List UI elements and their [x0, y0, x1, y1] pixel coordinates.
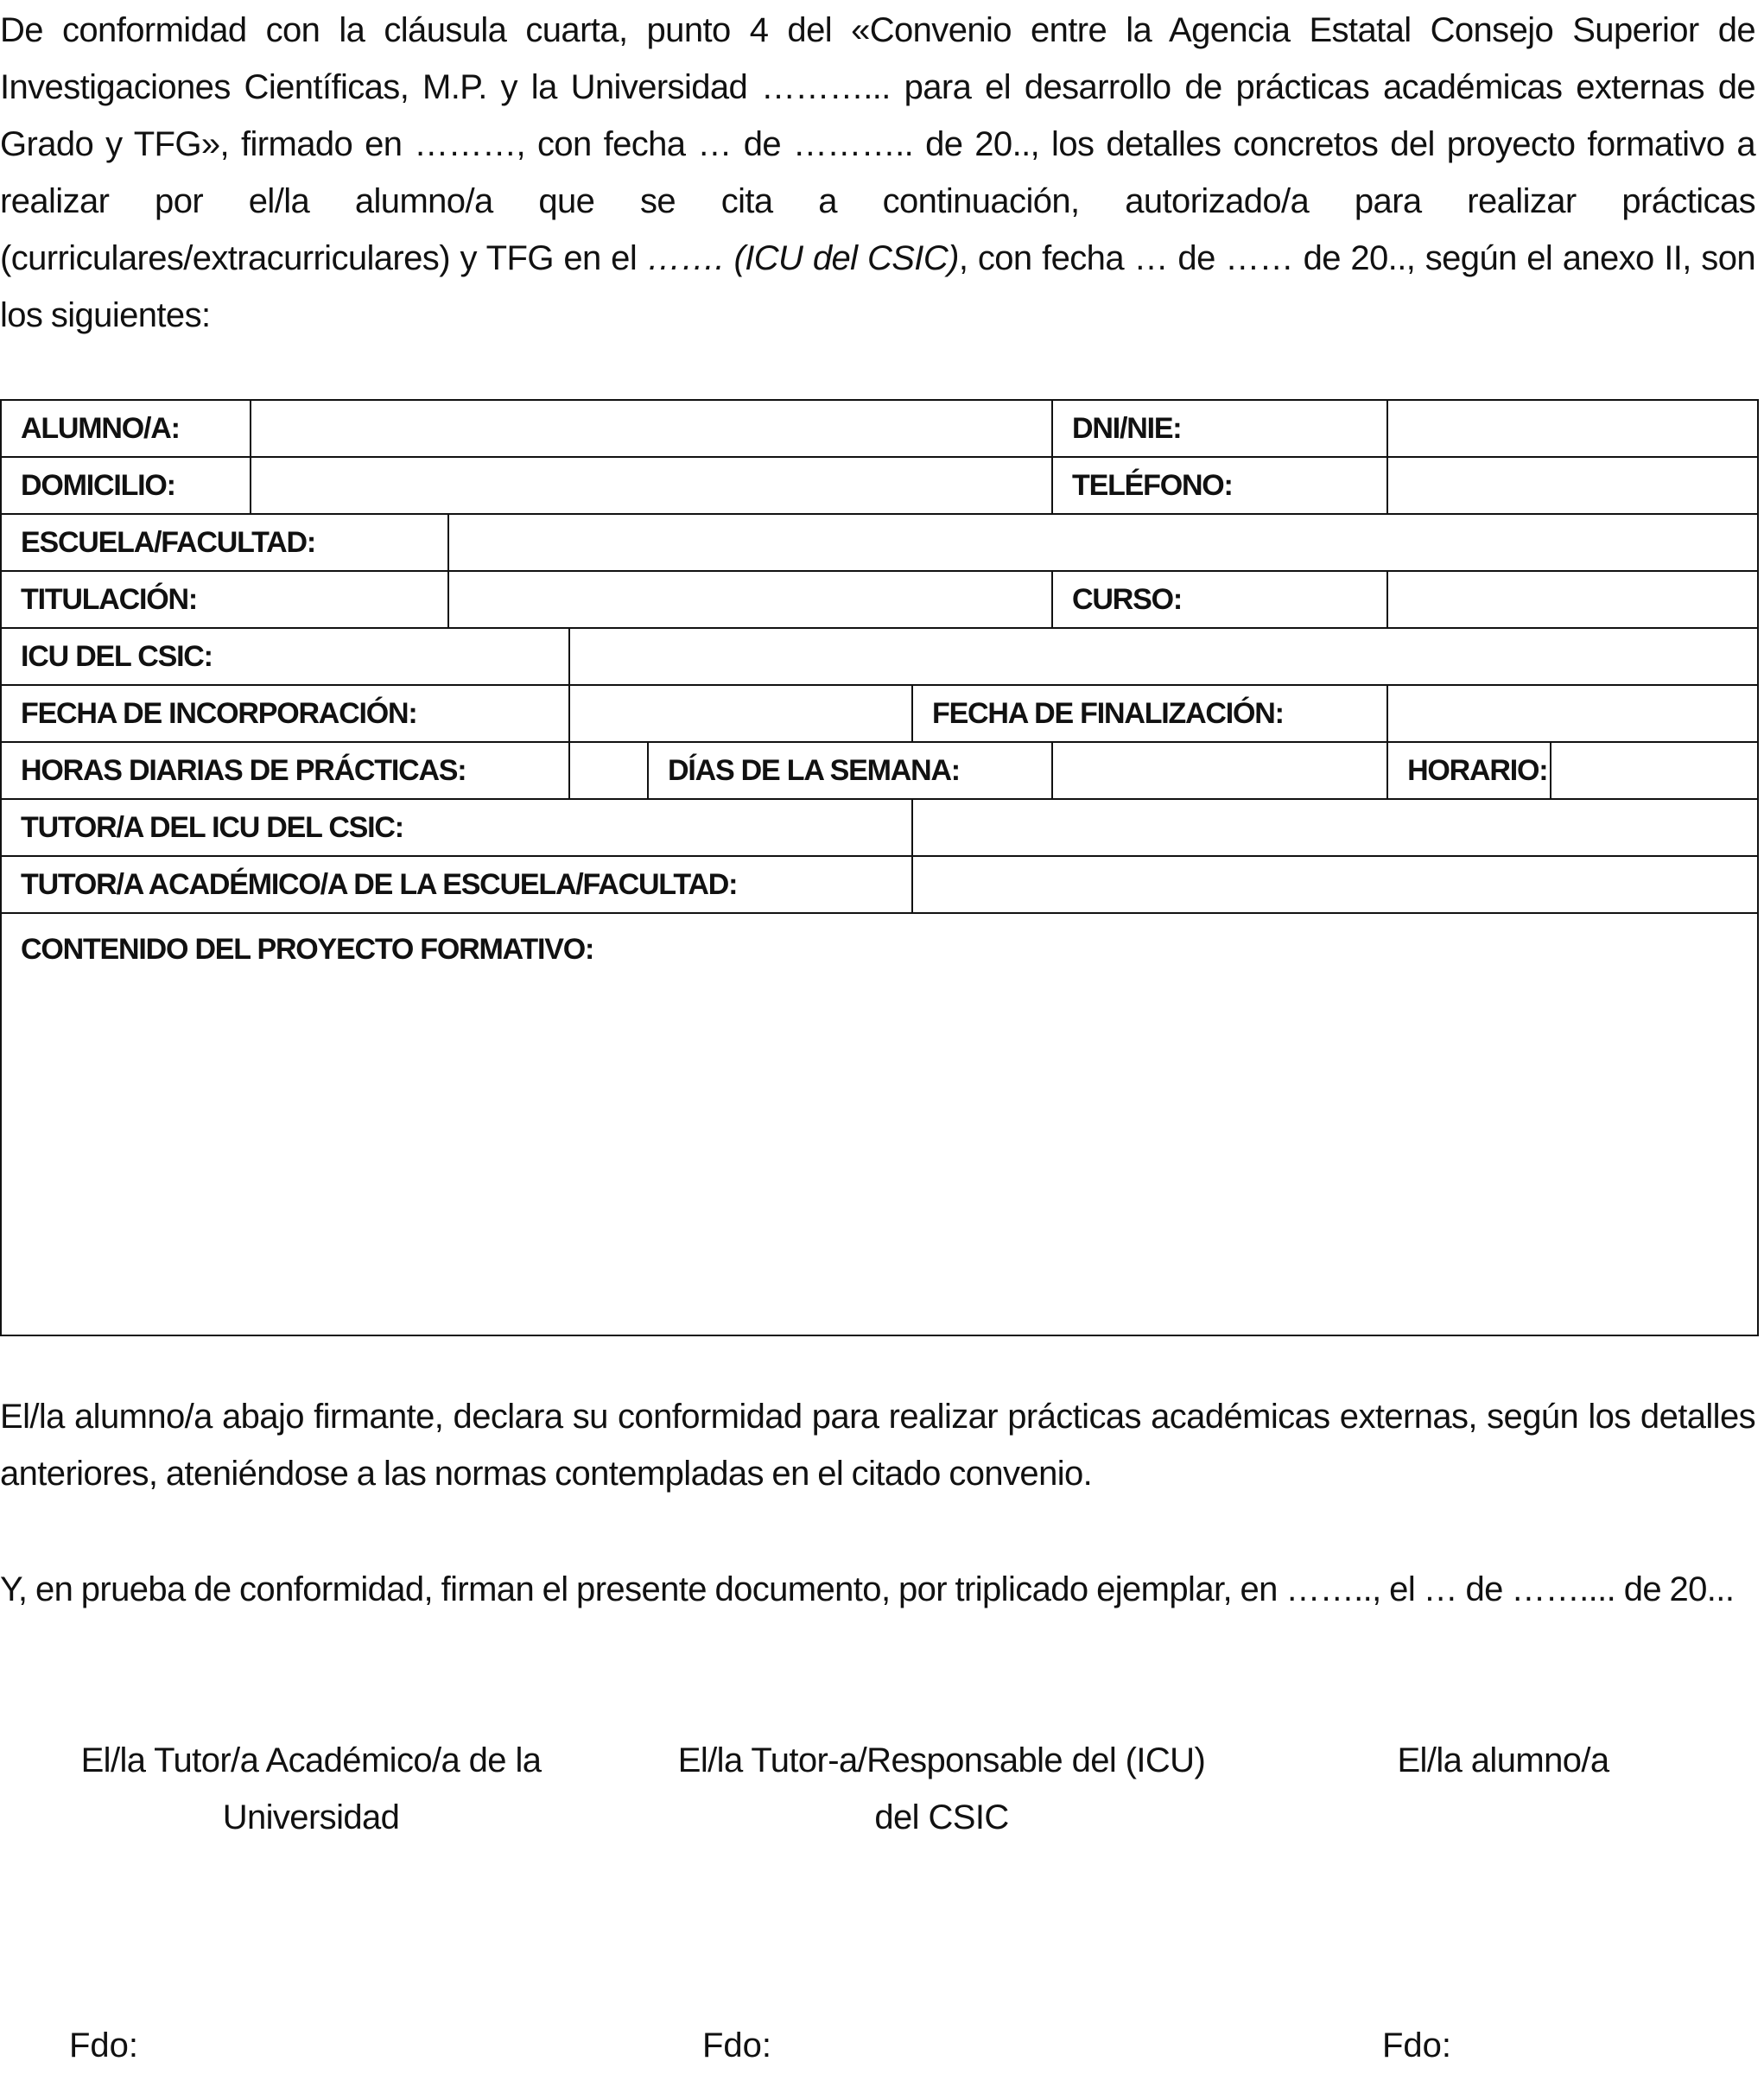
conformity-paragraph: El/la alumno/a abajo firmante, declara su conformidad para realizar prácticas académicas externas, según los detalles anteriores, ateniéndose a las normas contempladas en el citado convenio.: [0, 1398, 1755, 1493]
contenido-proyecto-field[interactable]: [1, 913, 1758, 1335]
horas-label: HORAS DIARIAS DE PRÁCTICAS:: [1, 742, 569, 799]
signature-tutor-csic: [657, 1732, 1227, 1846]
icu-value[interactable]: [569, 628, 1758, 685]
fecha-incorporacion-label: FECHA DE INCORPORACIÓN:: [1, 685, 569, 742]
signature-tutor-academico-line2: Universidad: [222, 1798, 400, 1836]
fdo-alumno: Fdo:: [1382, 2026, 1452, 2064]
titulacion-label: TITULACIÓN:: [1, 571, 448, 628]
intro-paragraph: [0, 2, 1755, 344]
fecha-incorporacion-value[interactable]: [569, 685, 912, 742]
dni-label: DNI/NIE:: [1052, 400, 1387, 457]
titulacion-value[interactable]: [448, 571, 1052, 628]
escuela-label: ESCUELA/FACULTAD:: [1, 514, 448, 571]
curso-label: CURSO:: [1052, 571, 1387, 628]
signature-alumno: [1348, 1732, 1659, 1789]
signature-tutor-csic-line1: El/la Tutor-a/Responsable del (ICU): [677, 1741, 1206, 1779]
dni-value[interactable]: [1387, 400, 1758, 457]
signature-tutor-academico-line1: El/la Tutor/a Académico/a de la: [80, 1741, 542, 1779]
tutor-icu-value[interactable]: [912, 799, 1758, 856]
icu-label: ICU DEL CSIC:: [1, 628, 569, 685]
signature-tutor-csic-line2: del CSIC: [874, 1798, 1009, 1836]
horario-label: HORARIO:: [1387, 742, 1551, 799]
horas-value[interactable]: [569, 742, 648, 799]
curso-value[interactable]: [1387, 571, 1758, 628]
witness-paragraph: Y, en prueba de conformidad, firman el presente documento, por triplicado ejemplar, en …….., el … de …….... de 20...: [0, 1570, 1735, 1608]
signature-alumno-line1: El/la alumno/a: [1397, 1741, 1609, 1779]
fecha-finalizacion-label: FECHA DE FINALIZACIÓN:: [912, 685, 1387, 742]
fdo-tutor-csic: Fdo:: [702, 2026, 772, 2064]
student-data-form: [0, 399, 1759, 1336]
dias-value[interactable]: [1052, 742, 1387, 799]
contenido-label: CONTENIDO DEL PROYECTO FORMATIVO:: [21, 933, 594, 966]
tutor-icu-label: TUTOR/A DEL ICU DEL CSIC:: [1, 799, 912, 856]
fdo-tutor-academico: Fdo:: [69, 2026, 139, 2064]
alumno-value[interactable]: [251, 400, 1052, 457]
dias-label: DÍAS DE LA SEMANA:: [648, 742, 1052, 799]
fecha-finalizacion-value[interactable]: [1387, 685, 1758, 742]
telefono-value[interactable]: [1387, 457, 1758, 514]
domicilio-label: DOMICILIO:: [1, 457, 251, 514]
alumno-label: ALUMNO/A:: [1, 400, 251, 457]
horario-value[interactable]: [1551, 742, 1758, 799]
signature-tutor-academico: [52, 1732, 570, 1846]
telefono-label: TELÉFONO:: [1052, 457, 1387, 514]
escuela-value[interactable]: [448, 514, 1758, 571]
tutor-academico-value[interactable]: [912, 856, 1758, 913]
intro-text-1: De conformidad con la cláusula cuarta, punto 4 del «Convenio entre la Agencia Estatal Consejo Superior de Investigaciones Científicas, M.P. y la Universidad ………... para el desarrollo de prácticas académicas externas de Grado y TFG», firmado en ………, con fecha … de ……….. de 20.., los detalles concretos del proyecto formativo a realizar por el/la alumno/a que se cita a continuación, autorizado/a para realizar prácticas (curriculares/extracurriculares) y TFG en el: [0, 11, 1755, 277]
tutor-academico-label: TUTOR/A ACADÉMICO/A DE LA ESCUELA/FACULTAD:: [1, 856, 912, 913]
intro-text-2: , con fecha … de …… de 20.., según el anexo II, son los siguientes:: [0, 239, 1755, 334]
domicilio-value[interactable]: [251, 457, 1052, 514]
intro-text-italic: ……. (ICU del CSIC): [646, 239, 959, 277]
